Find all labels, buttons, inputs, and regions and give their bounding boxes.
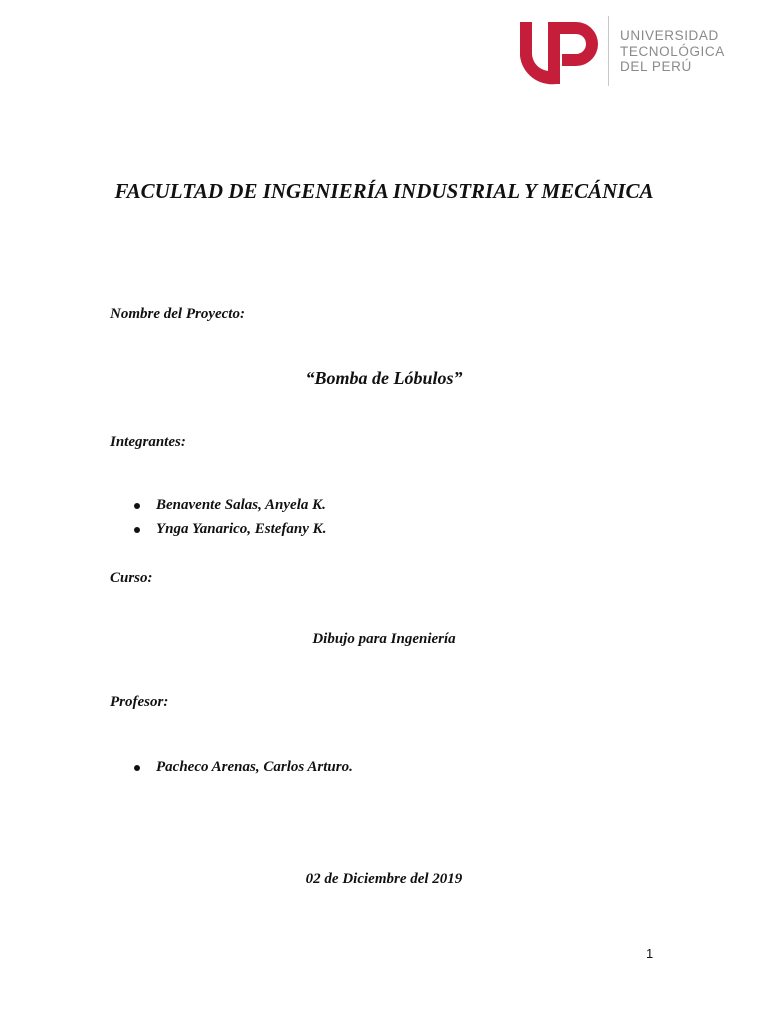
member-name: Benavente Salas, Anyela K. (156, 497, 326, 513)
professor-name: Pacheco Arenas, Carlos Arturo. (156, 759, 353, 775)
utp-logo-icon (514, 14, 600, 88)
logo-line-1: UNIVERSIDAD (620, 28, 719, 43)
professor-list (134, 755, 353, 779)
list-item (134, 493, 326, 517)
course-name: Dibujo para Ingeniería (312, 631, 456, 647)
document-date: 02 de Diciembre del 2019 (305, 871, 463, 887)
course-label: Curso: (110, 570, 153, 586)
page-number: 1 (646, 946, 654, 961)
project-label: Nombre del Proyecto: (110, 306, 245, 322)
logo-divider (608, 16, 609, 86)
members-label: Integrantes: (110, 434, 186, 450)
project-name: “Bomba de Lóbulos” (305, 368, 463, 388)
list-item (134, 755, 353, 779)
bullet-icon (134, 765, 140, 771)
faculty-title: FACULTAD DE INGENIERÍA INDUSTRIAL Y MECÁNICA (114, 179, 654, 203)
member-name: Ynga Yanarico, Estefany K. (156, 521, 327, 537)
bullet-icon (134, 527, 140, 533)
list-item (134, 517, 326, 541)
university-logo (514, 14, 734, 88)
logo-line-2: TECNOLÓGICA (620, 43, 725, 59)
professor-label: Profesor: (110, 694, 169, 710)
members-list (134, 493, 326, 541)
bullet-icon (134, 503, 140, 509)
logo-line-3: DEL PERÚ (620, 59, 692, 74)
logo-wordmark (620, 28, 725, 75)
